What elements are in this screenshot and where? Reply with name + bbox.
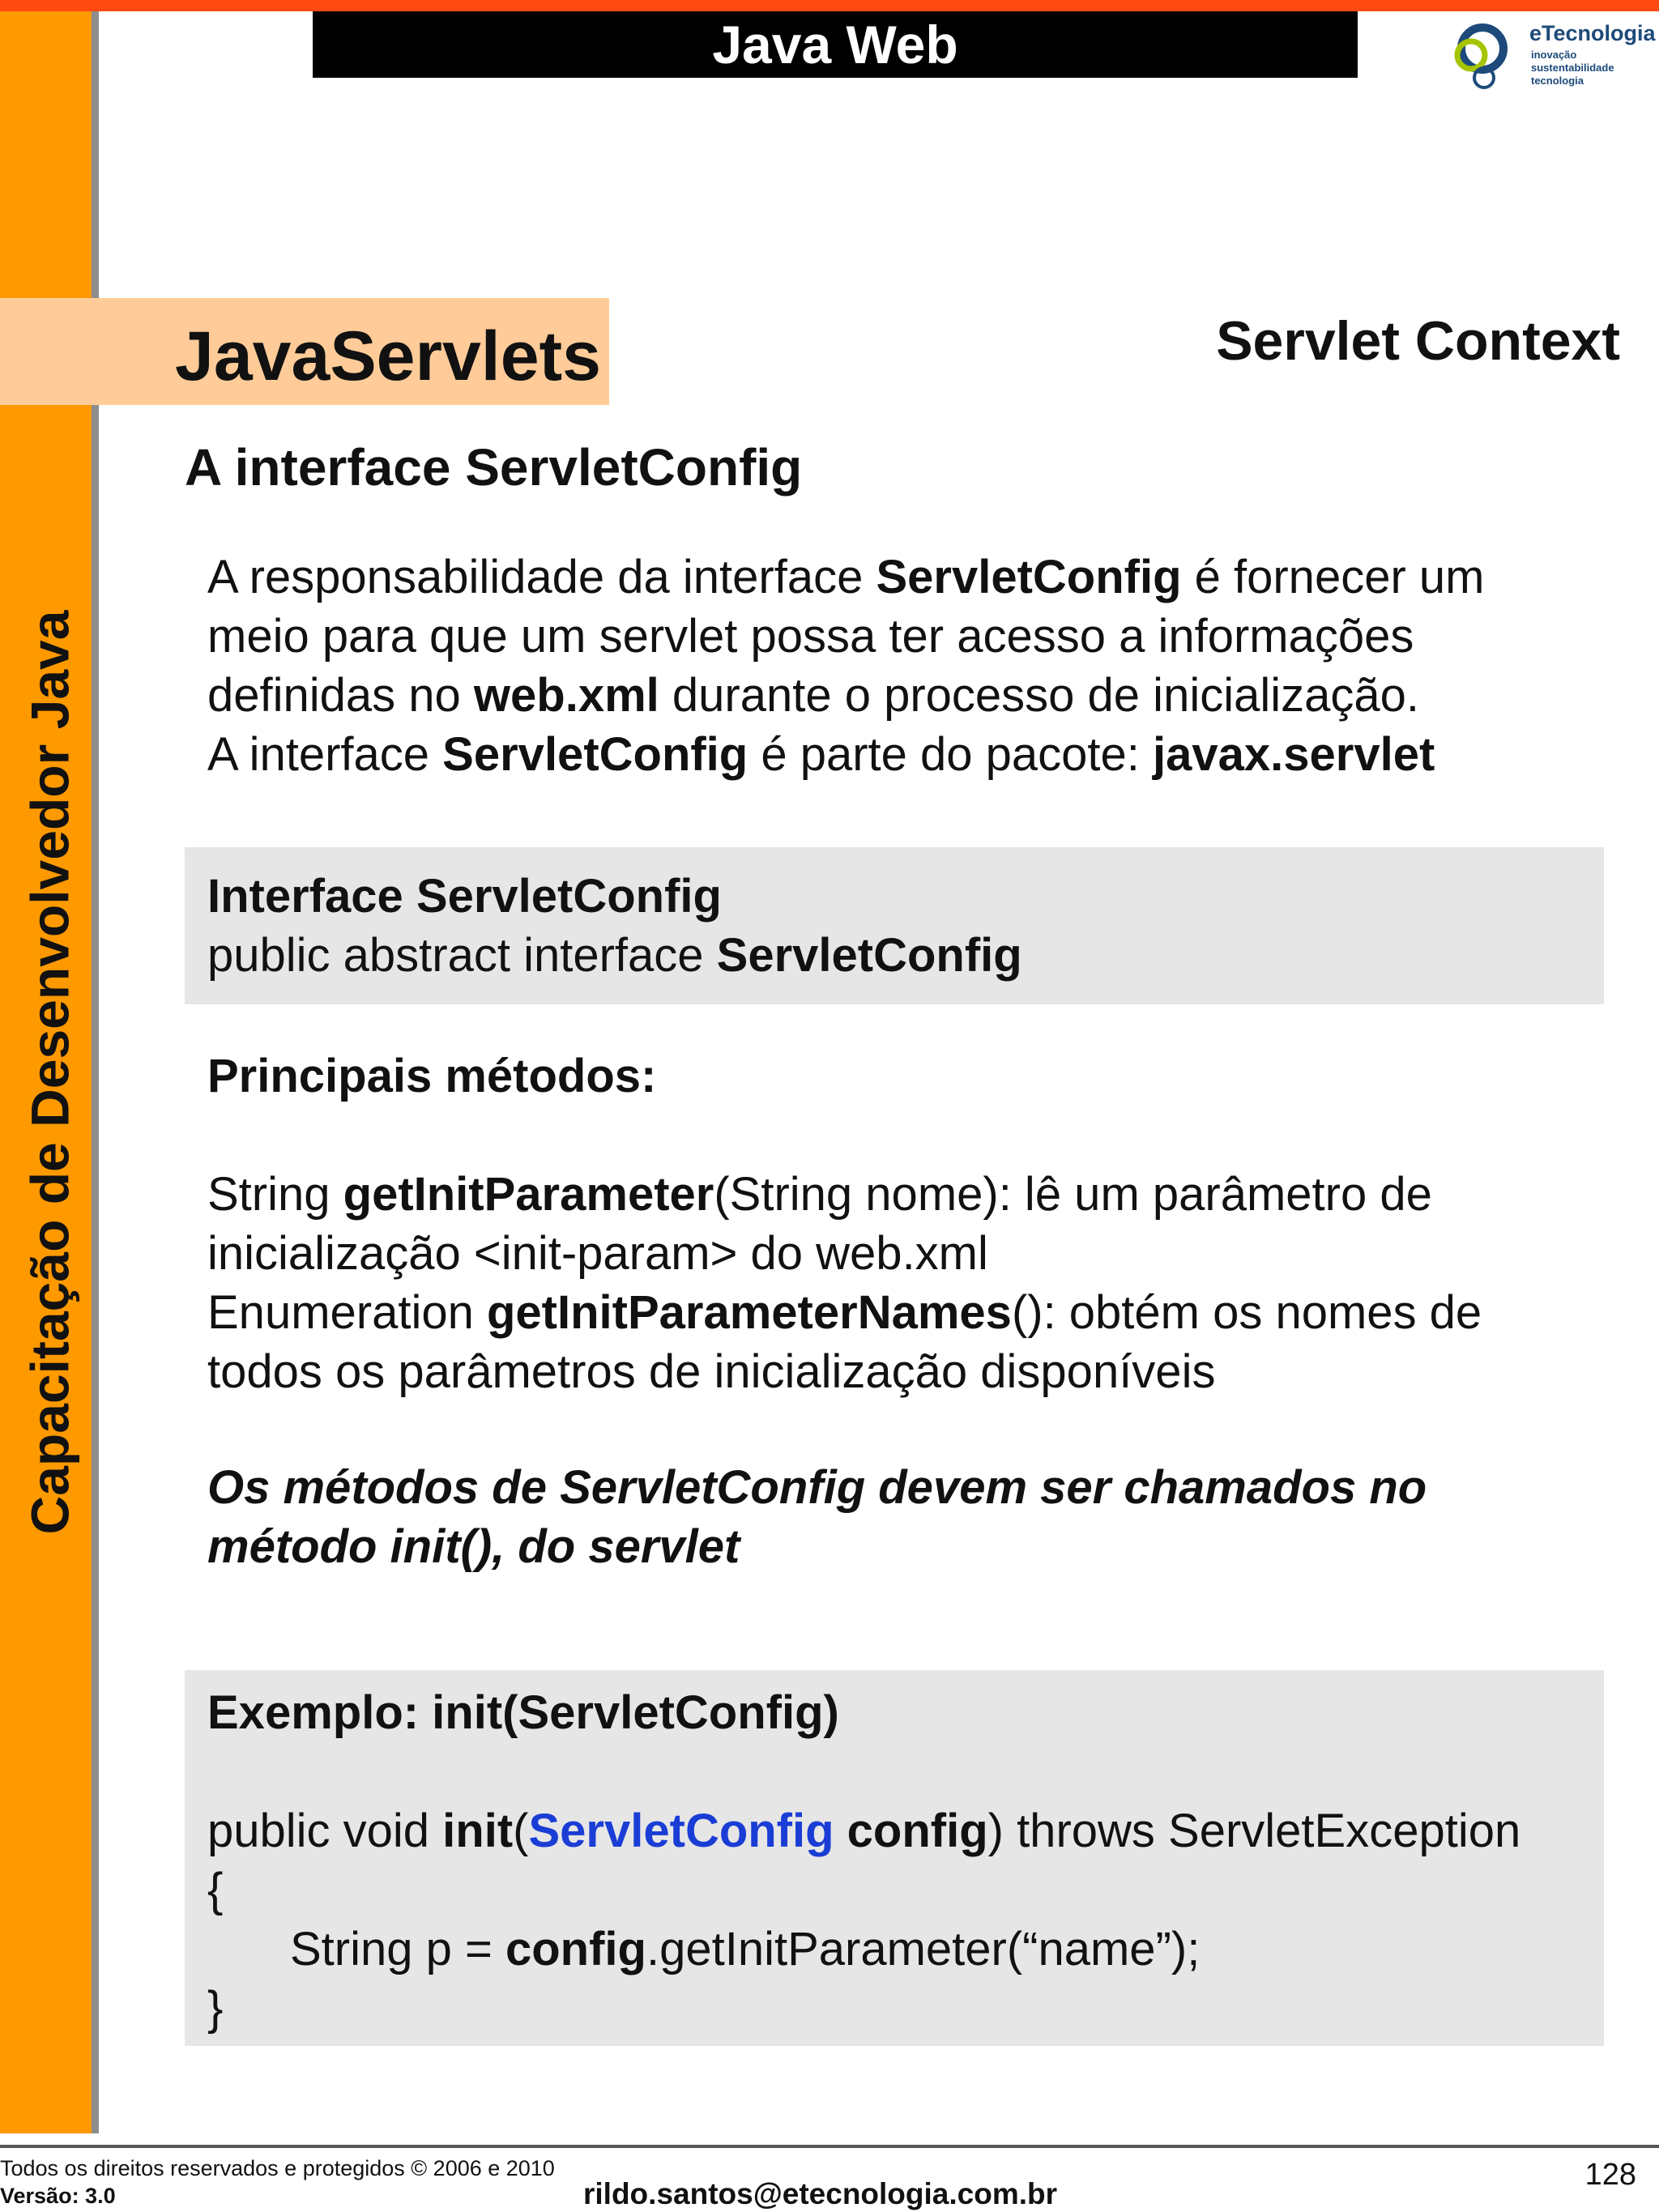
- code-line3-b: config: [505, 1923, 646, 1975]
- code-line3-a: String p =: [290, 1923, 505, 1975]
- method1-name: getInitParameter: [343, 1168, 714, 1221]
- logo-tagline-1: inovação: [1531, 49, 1577, 61]
- intro-bold-2: web.xml: [473, 669, 659, 722]
- methods-title-text: Principais métodos:: [207, 1050, 657, 1102]
- example-content: [207, 1683, 1601, 2038]
- method2-name: getInitParameterNames: [486, 1286, 1012, 1339]
- etecnologia-logo: [1450, 16, 1659, 97]
- intro-text-5: é parte do pacote:: [748, 728, 1154, 781]
- methods-list: [207, 1165, 1487, 1401]
- slide-topic: Servlet Context: [1216, 310, 1620, 372]
- logo-rings-icon: [1450, 16, 1523, 94]
- intro-text-2: é fornecer um meio para que um servlet possa ter acesso a informações definidas no: [207, 551, 1485, 722]
- intro-bold-1: ServletConfig: [876, 551, 1182, 603]
- method2-desc: (): obtém os nomes de todos os parâmetros de inicialização disponíveis: [207, 1286, 1482, 1398]
- sidebar-course-text: Capacitação de Desenvolvedor Java: [19, 610, 80, 1535]
- code-line1-c: (: [513, 1805, 529, 1857]
- example-title: Exemplo: init(ServletConfig): [207, 1686, 839, 1739]
- method2-type: Enumeration: [207, 1286, 487, 1339]
- header-title: Java Web: [313, 11, 1358, 78]
- interface-decl: public abstract interface: [207, 929, 717, 982]
- footer-email: rildo.santos@etecnologia.com.br: [583, 2177, 1058, 2210]
- code-line1-b: init: [442, 1805, 514, 1857]
- logo-tagline-3: tecnologia: [1531, 75, 1584, 87]
- logo-tagline-2: sustentabilidade: [1531, 62, 1614, 74]
- code-line1-a: public void: [207, 1805, 443, 1857]
- footer-divider: [0, 2145, 1659, 2148]
- interface-box-title: Interface ServletConfig: [207, 870, 722, 923]
- logo-brand: eTecnologia: [1529, 21, 1656, 45]
- code-line3-c: .getInitParameter(“name”);: [646, 1923, 1201, 1975]
- code-close-brace: }: [207, 1982, 224, 2035]
- intro-text-4: A interface: [207, 728, 443, 781]
- note: [207, 1458, 1536, 1576]
- code-open-brace: {: [207, 1864, 224, 1916]
- section-title: JavaServlets: [175, 318, 601, 395]
- methods-title: [207, 1046, 1633, 1106]
- method1-desc: (String nome): lê um parâmetro de inicialização <init-param> do web.xml: [207, 1168, 1432, 1280]
- interface-box-content: [207, 867, 1633, 985]
- content-heading: A interface ServletConfig: [185, 438, 803, 497]
- intro-paragraph: [207, 548, 1576, 784]
- intro-bold-3: ServletConfig: [442, 728, 748, 781]
- intro-bold-4: javax.servlet: [1153, 728, 1435, 781]
- footer-version: Versão: 3.0: [0, 2184, 116, 2208]
- note-text: Os métodos de ServletConfig devem ser chamados no método init(), do servlet: [207, 1461, 1427, 1573]
- intro-text-1: A responsabilidade da interface: [207, 551, 876, 603]
- method1-type: String: [207, 1168, 343, 1221]
- code-line1-param: config: [834, 1805, 988, 1857]
- code-line1-type: ServletConfig: [528, 1805, 834, 1857]
- code-line1-f: ) throws ServletException: [987, 1805, 1521, 1857]
- top-accent-bar: [0, 0, 1659, 11]
- footer-copyright: Todos os direitos reservados e protegidos © 2006 e 2010: [0, 2156, 555, 2180]
- interface-decl-name: ServletConfig: [716, 929, 1022, 982]
- code-line3: [207, 1920, 1601, 1979]
- intro-text-3: durante o processo de inicialização.: [659, 669, 1420, 722]
- footer-page-number: 128: [1584, 2158, 1636, 2192]
